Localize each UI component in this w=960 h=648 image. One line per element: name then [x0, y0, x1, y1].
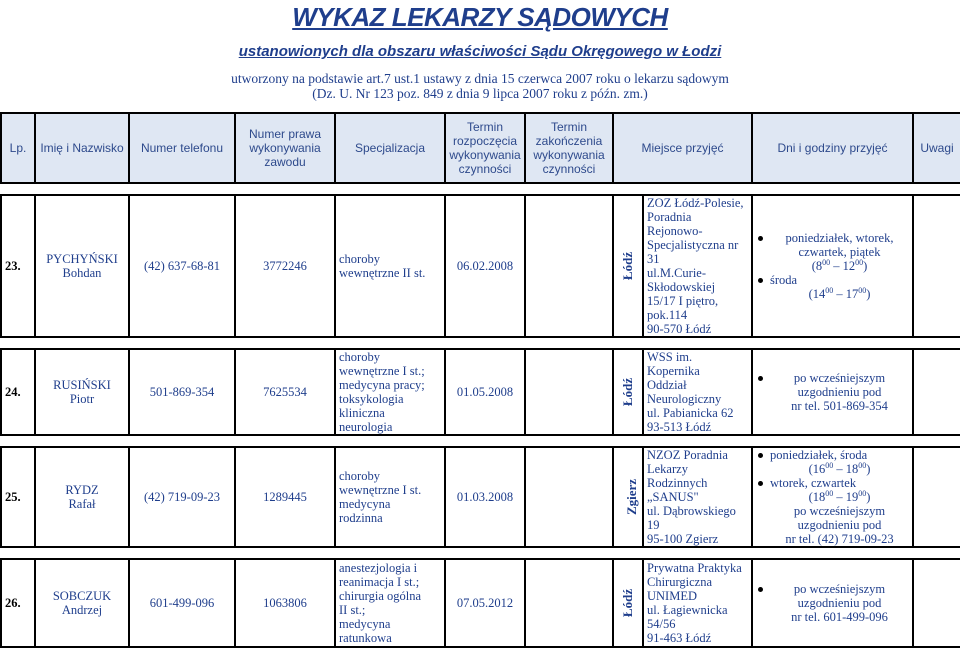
row-city — [613, 349, 643, 435]
row-start-date: 01.05.2008 — [445, 349, 525, 435]
spec-line: medycyna — [339, 497, 391, 511]
row-gap — [1, 547, 960, 559]
place-line: 15/17 I piętro, pok.114 — [647, 294, 719, 322]
city-label: Łódź — [620, 588, 636, 618]
place-line: Poradnia Rejonowo- — [647, 210, 703, 238]
spec-line: choroby — [339, 469, 380, 483]
table-row — [1, 447, 960, 547]
row-start-date: 01.03.2008 — [445, 447, 525, 547]
row-phone: 601-499-096 — [129, 559, 235, 647]
row-hours — [752, 349, 913, 435]
col-header-end: Termin zakończenia wykonywania czynności — [525, 113, 613, 183]
spec-line: wewnętrzne I st. — [339, 483, 422, 497]
row-pwz: 1063806 — [235, 559, 335, 647]
row-specialization — [335, 559, 445, 647]
spec-line: choroby — [339, 350, 380, 364]
row-firstname: Andrzej — [61, 603, 103, 617]
legal-basis-line-1: utworzony na podstawie art.7 ust.1 ustawy z dnia 15 czerwca 2007 roku o lekarzu sądowym — [231, 71, 729, 86]
row-start-date: 07.05.2012 — [445, 559, 525, 647]
row-gap — [1, 435, 960, 447]
row-start-date: 06.02.2008 — [445, 195, 525, 337]
place-line: ZOZ Łódź-Polesie, — [647, 196, 744, 210]
row-lp: 23. — [1, 195, 35, 337]
table-header-row — [1, 113, 960, 183]
col-header-pwz: Numer prawa wykonywania zawodu — [235, 113, 335, 183]
spec-line: choroby — [339, 252, 380, 266]
place-line: 95-100 Zgierz — [647, 532, 719, 546]
row-gap — [1, 183, 960, 195]
hours-entry: poniedziałek, środa $(16^{00} - 18^{00})$ — [770, 448, 909, 476]
row-pwz: 3772246 — [235, 195, 335, 337]
row-phone: (42) 719-09-23 — [129, 447, 235, 547]
spec-line: ratunkowa — [339, 631, 392, 645]
row-end-date — [525, 559, 613, 647]
row-specialization — [335, 447, 445, 547]
col-header-hours: Dni i godziny przyjęć — [752, 113, 913, 183]
row-place — [643, 195, 752, 337]
hours-entry: wtorek, czwartek $(18^{00} - 19^{00})$ po wcześniejszym uzgodnieniu pod nr tel. (42) 719-09-23 — [770, 476, 909, 546]
row-firstname: Rafał — [68, 497, 96, 511]
row-name — [35, 195, 129, 337]
place-line: Prywatna Praktyka — [647, 561, 742, 575]
row-lp: 24. — [1, 349, 35, 435]
spec-line: rodzinna — [339, 511, 383, 525]
spec-line: toksykologia — [339, 392, 404, 406]
row-place — [643, 349, 752, 435]
row-city — [613, 195, 643, 337]
row-surname: RYDZ — [65, 483, 99, 497]
row-hours — [752, 195, 913, 337]
row-notes — [913, 559, 960, 647]
row-surname: RUSIŃSKI — [53, 378, 111, 392]
spec-line: II st.; — [339, 603, 366, 617]
city-label: Zgierz — [624, 478, 640, 516]
spec-line: medycyna pracy; — [339, 378, 425, 392]
row-notes — [913, 447, 960, 547]
row-phone: (42) 637-68-81 — [129, 195, 235, 337]
row-pwz: 1289445 — [235, 447, 335, 547]
row-gap — [1, 337, 960, 349]
row-name — [35, 349, 129, 435]
place-line: ul. Łagiewnicka 54/56 — [647, 603, 728, 631]
row-notes — [913, 195, 960, 337]
place-line: 93-513 Łódź — [647, 420, 712, 434]
row-place — [643, 447, 752, 547]
col-header-name: Imię i Nazwisko — [35, 113, 129, 183]
row-city — [613, 447, 643, 547]
table-row — [1, 349, 960, 435]
row-pwz: 7625534 — [235, 349, 335, 435]
city-label: Łódź — [620, 251, 636, 281]
hours-entry: środa $(14^{00} - 17^{00})$ — [770, 273, 909, 301]
legal-basis — [0, 71, 960, 101]
page-title: WYKAZ LEKARZY SĄDOWYCH — [292, 2, 668, 32]
row-firstname: Bohdan — [62, 266, 102, 280]
place-line: 90-570 Łódź — [647, 322, 712, 336]
row-phone: 501-869-354 — [129, 349, 235, 435]
col-header-lp: Lp. — [1, 113, 35, 183]
row-city — [613, 559, 643, 647]
row-notes — [913, 349, 960, 435]
row-hours — [752, 447, 913, 547]
spec-line: wewnętrzne II st. — [339, 266, 426, 280]
row-hours — [752, 559, 913, 647]
row-specialization — [335, 195, 445, 337]
row-lp: 26. — [1, 559, 35, 647]
place-line: WSS im. Kopernika — [647, 350, 700, 378]
hours-entry: po wcześniejszym uzgodnieniu pod nr tel. 601-499-096 — [770, 582, 909, 624]
hours-entry: poniedziałek, wtorek, czwartek, piątek $(8^{00} - 12^{00})$ — [770, 231, 909, 273]
place-line: ul. Pabianicka 62 — [647, 406, 734, 420]
doctors-table — [0, 112, 960, 648]
row-end-date — [525, 349, 613, 435]
col-header-place: Miejsce przyjęć — [613, 113, 752, 183]
row-surname: PYCHYŃSKI — [46, 252, 118, 266]
row-place — [643, 559, 752, 647]
legal-basis-line-2: (Dz. U. Nr 123 poz. 849 z dnia 9 lipca 2007 roku z późn. zm.) — [312, 86, 648, 101]
col-header-notes: Uwagi — [913, 113, 960, 183]
table-row — [1, 559, 960, 647]
spec-line: anestezjologia i — [339, 561, 418, 575]
spec-line: chirurgia ogólna — [339, 589, 422, 603]
place-line: Chirurgiczna UNIMED — [647, 575, 713, 603]
spec-line: kliniczna — [339, 406, 385, 420]
place-line: 91-463 Łódź — [647, 631, 712, 645]
place-line: ul. Dąbrowskiego 19 — [647, 504, 736, 532]
row-lp: 25. — [1, 447, 35, 547]
city-label: Łódź — [620, 377, 636, 407]
col-header-specialization: Specjalizacja — [335, 113, 445, 183]
row-end-date — [525, 447, 613, 547]
col-header-phone: Numer telefonu — [129, 113, 235, 183]
place-line: Specjalistyczna nr 31 — [647, 238, 739, 266]
place-line: NZOZ Poradnia Lekarzy — [647, 448, 728, 476]
row-surname: SOBCZUK — [52, 589, 112, 603]
spec-line: medycyna — [339, 617, 391, 631]
page-subtitle: ustanowionych dla obszaru właściwości Sądu Okręgowego w Łodzi — [238, 43, 722, 60]
place-line: Rodzinnych „SANUS" — [647, 476, 708, 504]
spec-line: wewnętrzne I st.; — [339, 364, 425, 378]
spec-line: neurologia — [339, 420, 393, 434]
row-name — [35, 447, 129, 547]
col-header-start: Termin rozpoczęcia wykonywania czynności — [445, 113, 525, 183]
table-row — [1, 195, 960, 337]
place-line: Oddział Neurologiczny — [647, 378, 722, 406]
place-line: ul.M.Curie-Skłodowskiej — [647, 266, 716, 294]
row-name — [35, 559, 129, 647]
row-specialization — [335, 349, 445, 435]
row-firstname: Piotr — [69, 392, 95, 406]
hours-entry: po wcześniejszym uzgodnieniu pod nr tel. 501-869-354 — [770, 371, 909, 413]
spec-line: reanimacja I st.; — [339, 575, 420, 589]
row-end-date — [525, 195, 613, 337]
